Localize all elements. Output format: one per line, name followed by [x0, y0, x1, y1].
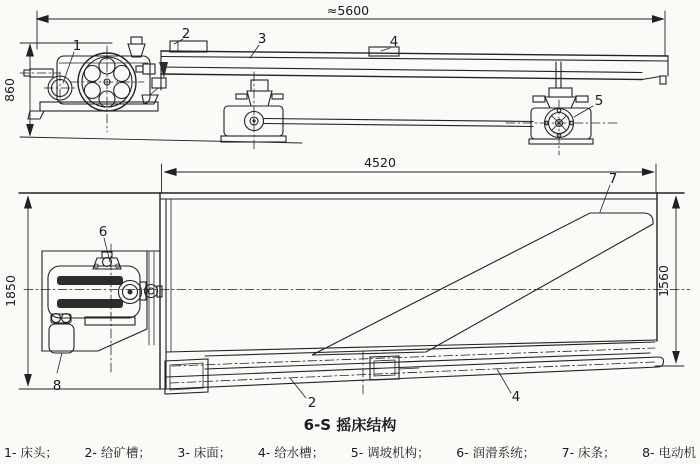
callout-5-label: 5	[594, 93, 604, 109]
callout-4-plan	[497, 369, 520, 405]
callout-3	[250, 31, 266, 58]
pitman-wedge	[159, 62, 168, 78]
motor-plan	[49, 314, 74, 354]
deck-side	[136, 41, 668, 104]
legend-item-1: 1- 床头；	[4, 445, 58, 460]
dim-overall-length	[37, 3, 665, 56]
callout-4-plan-label: 4	[511, 389, 521, 405]
callout-7	[600, 171, 617, 212]
dim-deck-length	[162, 155, 657, 193]
legend-item-7: 7- 床条；	[561, 445, 616, 460]
callout-7-label: 7	[608, 171, 618, 187]
dim-right-width	[655, 197, 684, 366]
dim-label-overall-length: ≈5600	[326, 3, 370, 18]
callout-1-label: 1	[72, 38, 82, 54]
legend-item-2: 2- 给矿槽；	[84, 445, 151, 460]
callout-3-label: 3	[257, 31, 267, 47]
dim-label-left-width: 1850	[3, 275, 18, 307]
callout-2-side-label: 2	[181, 26, 191, 42]
legend-item-6: 6- 润滑系统；	[456, 445, 536, 460]
callout-6	[99, 224, 110, 262]
plan-view	[3, 155, 690, 411]
side-view	[2, 3, 668, 155]
legend-item-3: 3- 床面；	[177, 445, 232, 460]
callout-5	[574, 93, 603, 117]
legend-item-4: 4- 给水槽；	[257, 445, 325, 460]
dim-label-deck-length: 4520	[364, 155, 396, 170]
callout-4-side-label: 4	[389, 34, 399, 50]
callout-8-label: 8	[52, 378, 62, 394]
dim-label-head-height: 860	[2, 78, 17, 102]
figure-title: 6-S 摇床结构	[303, 416, 397, 434]
legend-item-5: 5- 调坡机构；	[350, 445, 430, 460]
callout-6-label: 6	[98, 224, 108, 240]
dim-label-right-width: 1560	[656, 265, 671, 297]
feed-box-side	[170, 41, 207, 52]
flywheel	[70, 46, 144, 132]
head-mechanism-plan	[42, 244, 162, 375]
figure-legend	[4, 443, 696, 461]
head-mechanism-side	[20, 37, 158, 132]
riffle-band	[312, 213, 653, 355]
support-roller	[221, 72, 286, 150]
tie-rod	[264, 119, 533, 127]
deck-foot	[660, 76, 666, 84]
legend-item-8: 8- 电动机	[642, 445, 696, 460]
callout-2-plan-label: 2	[307, 395, 317, 411]
callout-4-side	[381, 34, 398, 51]
callout-8	[53, 353, 62, 394]
